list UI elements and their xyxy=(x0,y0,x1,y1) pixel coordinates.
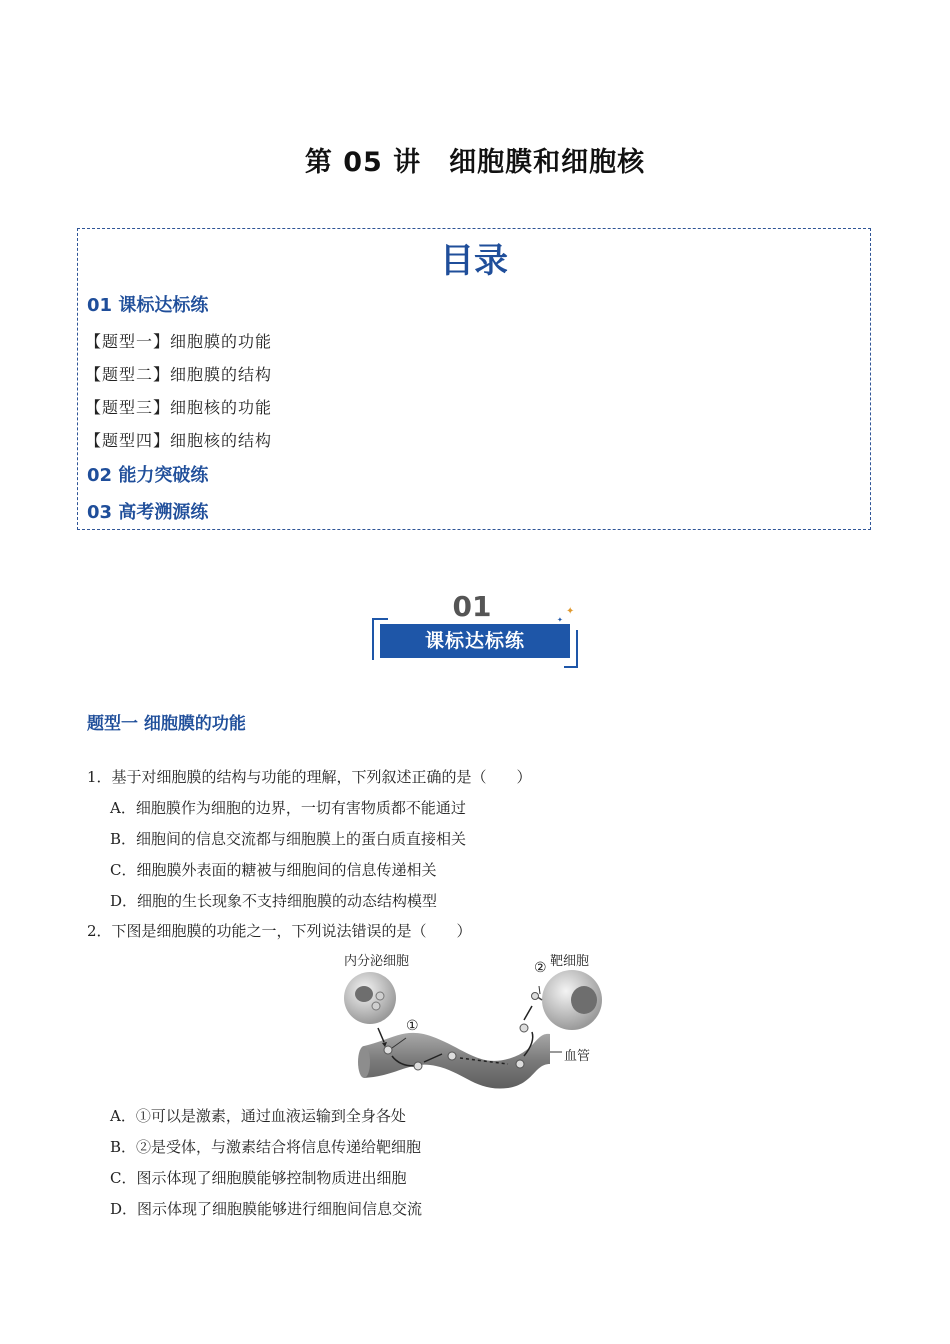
question-2-option-c[interactable]: C．图示体现了细胞膜能够控制物质进出细胞 xyxy=(110,1169,407,1187)
vessel-end xyxy=(358,1046,370,1078)
hormone-molecule xyxy=(384,1046,392,1054)
secretory-vesicle xyxy=(376,992,384,1000)
label-target-cell: 靶细胞 xyxy=(550,954,590,969)
section-banner xyxy=(372,590,582,670)
marker-1: ① xyxy=(406,1018,419,1034)
toc-section-3[interactable]: 03 高考溯源练 xyxy=(87,502,209,523)
table-of-contents xyxy=(77,228,871,530)
toc-section-1[interactable]: 01 课标达标练 xyxy=(87,295,209,316)
toc-item-4[interactable]: 【题型四】细胞核的结构 xyxy=(85,431,273,450)
toc-heading: 目录 xyxy=(440,241,508,281)
question-1-option-b[interactable]: B．细胞间的信息交流都与细胞膜上的蛋白质直接相关 xyxy=(110,830,467,848)
target-nucleus xyxy=(571,986,597,1014)
question-2-option-d[interactable]: D．图示体现了细胞膜能够进行细胞间信息交流 xyxy=(110,1200,423,1218)
hormone-molecule xyxy=(516,1060,524,1068)
hormone-molecule xyxy=(448,1052,456,1060)
question-2-option-b[interactable]: B．②是受体，与激素结合将信息传递给靶细胞 xyxy=(110,1138,422,1156)
sparkle-icon: ✦ xyxy=(557,616,563,624)
banner-number: 01 xyxy=(452,590,492,623)
hormone-molecule xyxy=(520,1024,528,1032)
toc-item-2[interactable]: 【题型二】细胞膜的结构 xyxy=(85,365,273,384)
page-title: 第 05 讲 细胞膜和细胞核 xyxy=(304,147,646,178)
section-title: 题型一 细胞膜的功能 xyxy=(87,714,246,734)
question-1-option-d[interactable]: D．细胞的生长现象不支持细胞膜的动态结构模型 xyxy=(110,892,438,910)
hormone-signaling-figure xyxy=(336,946,606,1096)
secretory-nucleus xyxy=(355,986,373,1002)
hormone-molecule xyxy=(414,1062,422,1070)
toc-item-3[interactable]: 【题型三】细胞核的功能 xyxy=(85,398,273,417)
toc-section-2[interactable]: 02 能力突破练 xyxy=(87,465,209,486)
sparkle-icon: ✦ xyxy=(566,606,575,617)
marker-2: ② xyxy=(534,960,547,976)
question-2-stem: 2．下图是细胞膜的功能之一，下列说法错误的是（ ） xyxy=(87,922,472,940)
receptor xyxy=(532,993,539,1000)
question-2-option-a[interactable]: A．①可以是激素，通过血液运输到全身各处 xyxy=(110,1107,406,1125)
question-1-option-a[interactable]: A．细胞膜作为细胞的边界，一切有害物质都不能通过 xyxy=(110,799,466,817)
marker-2-pointer xyxy=(539,986,540,994)
secretory-vesicle xyxy=(372,1002,380,1010)
toc-item-1[interactable]: 【题型一】细胞膜的功能 xyxy=(85,332,273,351)
label-blood-vessel: 血管 xyxy=(564,1049,591,1064)
question-1-stem: 1．基于对细胞膜的结构与功能的理解，下列叙述正确的是（ ） xyxy=(87,768,532,786)
banner-label: 课标达标练 xyxy=(424,630,525,652)
question-1-option-c[interactable]: C．细胞膜外表面的糖被与细胞间的信息传递相关 xyxy=(110,861,437,879)
arrow-to-target xyxy=(524,1006,532,1020)
label-secretory-cell: 内分泌细胞 xyxy=(344,954,410,969)
arrow-secretion xyxy=(378,1028,384,1042)
